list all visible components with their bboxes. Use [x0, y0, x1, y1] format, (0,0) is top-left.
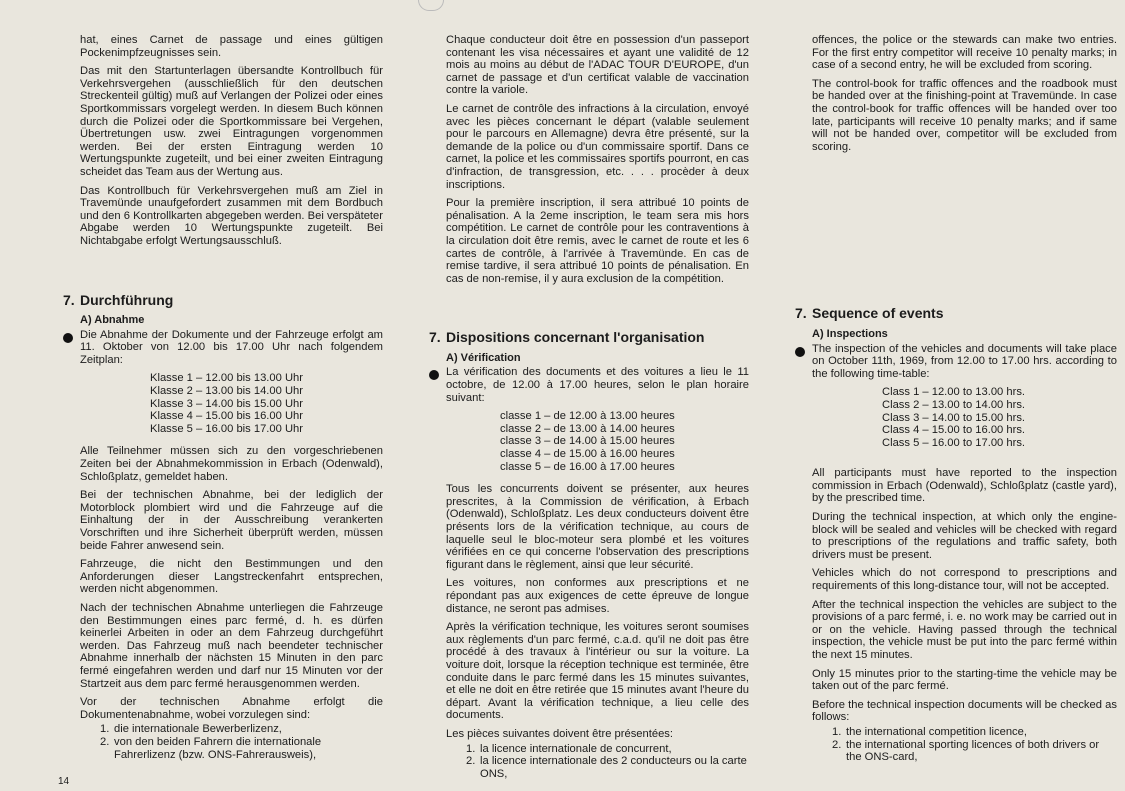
paragraph: Only 15 minutes prior to the starting-time the vehicle may be taken out of the parc fermé.	[812, 667, 1117, 693]
document-list	[100, 723, 383, 761]
paragraph: Les voitures, non conformes aux prescriptions et ne répondant pas aux exigences de cette épreuve de longue distance, ne seront pas admises.	[446, 577, 749, 615]
bullet-icon	[795, 347, 805, 357]
schedule	[150, 372, 383, 435]
paragraph: During the technical inspection, at which only the engine-block will be sealed and vehicles will be checked with regard to prescriptions of the regulations and traffic safety, both drivers must be present.	[812, 511, 1117, 561]
section-heading: 7. Durchführung	[63, 291, 174, 308]
binding-mark	[418, 0, 444, 11]
list-item: 2. la licence internationale des 2 conducteurs ou la carte ONS,	[466, 755, 747, 780]
column-english	[795, 34, 1117, 764]
paragraph: La vérification des documents et des voitures a lieu le 11 octobre, de 12.00 à 17.00 heures, selon le plan horaire suivant:	[446, 366, 749, 404]
bullet-icon	[429, 370, 439, 380]
list-item: 1. the international competition licence,	[832, 725, 1027, 738]
schedule-line: Class 1 – 12.00 to 13.00 hrs.	[882, 386, 1026, 399]
paragraph: Nach der technischen Abnahme unterliegen die Fahrzeuge den Bestimmungen eines parc fermé, d. h. es dürfen keinerlei Arbeiten in oder an dem Fahrzeug durchgeführt werden. Das Fahrzeug muß nach beendeter technischer Abnahme innerhalb der nächsten 15 Minuten in den parc fermé eingefahren werden und darf nur 15 Minuten vor der Startzeit aus dem parc fermé herausgenommen werden.	[80, 601, 383, 690]
paragraph: Das Kontrollbuch für Verkehrsvergehen muß am Ziel in Travemünde unaufgefordert zusammen mit dem Bordbuch und den 6 Kontrollkarten abgegeben werden. Bei verspäteter Abgabe werden 10 Wertungspunkte zugeteilt. Bei Nichtabgabe erfolgt Wertungsausschluß.	[80, 184, 383, 247]
paragraph: Vor der technischen Abnahme erfolgt die Dokumentenabnahme, wobei vorzulegen sind:	[80, 696, 383, 721]
column-german	[63, 34, 383, 761]
schedule-line: classe 3 – de 14.00 à 15.00 heures	[500, 435, 675, 448]
paragraph: All participants must have reported to the inspection commission in Erbach (Odenwald), Schloßplatz (castle yard), by the prescribed time.	[812, 467, 1117, 505]
subsection-heading: A) Abnahme	[80, 314, 145, 327]
section-heading: 7. Sequence of events	[795, 305, 944, 322]
subsection-heading: A) Vérification	[446, 351, 521, 364]
paragraph: The control-book for traffic offences and the roadbook must be handed over at the finishing-point at Travemünde. In case the control-book for traffic offences will be handed over too late, participants will receive 10 penalty marks; and if same will not be handed over, competitor will be excluded from scoring.	[812, 77, 1117, 153]
schedule-line: Class 2 – 13.00 to 14.00 hrs.	[882, 398, 1026, 411]
schedule-line: classe 1 – de 12.00 à 13.00 heures	[500, 410, 675, 423]
schedule-line: classe 2 – de 13.00 à 14.00 heures	[500, 422, 675, 435]
paragraph: Après la vérification technique, les voitures seront soumises aux règlements d'un parc fermé, c.a.d. qu'il ne doit pas être procédé à des travaux à l'intérieur ou sur la voiture. La voiture doit, lorsque la réception technique est terminée, être conduite dans le parc fermé dans les 15 minutes suivantes, et elle ne doit en être retirée que 15 minutes avant l'heure du départ. Avant la vérification technique, a lieu celle des documents.	[446, 621, 749, 722]
paragraph: offences, the police or the stewards can make two entries. For the first entry competitor will receive 10 penalty marks; in case of a second entry, he will be excluded from scoring.	[812, 34, 1117, 72]
schedule	[500, 410, 749, 473]
paragraph: Pour la première inscription, il sera attribué 10 points de pénalisation. A la 2eme inscription, le team sera mis hors compétition. Le carnet de contrôle pour les contraventions à la circulation doit être remis, avec le carnet de route et les 6 cartes de contrôle, à l'arrivée à Travemünde. En cas de remise tardive, il sera attribué 10 points de pénalisation. En cas de non-remise, il y aura exclusion de la compétition.	[446, 197, 749, 285]
schedule-line: Class 4 – 15.00 to 16.00 hrs.	[882, 424, 1026, 437]
paragraph: Tous les concurrents doivent se présenter, aux heures prescrites, à la Commission de vérification, à Erbach (Odenwald), Schloßplatz. Les deux conducteurs doivent être présents lors de la vérification technique, au cours de laquelle seul le bloc-moteur sera plombé et les voitures vérifiées en ce qui concerne l'observation des prescriptions figurant dans le règlement, ainsi que leur sécurité.	[446, 483, 749, 571]
section-heading: 7. Dispositions concernant l'organisation	[429, 329, 705, 346]
list-item: 1. die internationale Bewerberlizenz,	[100, 723, 282, 736]
bullet-icon	[63, 333, 73, 343]
paragraph: hat, eines Carnet de passage und eines gültigen Pockenimpfzeugnisses sein.	[80, 34, 383, 59]
paragraph: Alle Teilnehmer müssen sich zu den vorgeschriebenen Zeiten bei der Abnahmekommission in Erbach (Odenwald), Schloßplatz, gemeldet haben.	[80, 445, 383, 483]
paragraph: Vehicles which do not correspond to prescriptions and requirements of this long-distance tour, will not be accepted.	[812, 567, 1117, 593]
paragraph: Chaque conducteur doit être en possession d'un passeport contenant les visa nécessaires et ayant une validité de 12 mois au moins au début de l'ADAC TOUR D'EUROPE, d'un carnet de passage et d'un certificat valable de vaccination contre la variole.	[446, 34, 749, 97]
list-item: 2. von den beiden Fahrern die internationale Fahrerlizenz (bzw. ONS-Fahrerausweis),	[100, 735, 322, 761]
list-item: 1. la licence internationale de concurrent,	[466, 742, 672, 755]
schedule-line: Class 5 – 16.00 to 17.00 hrs.	[882, 436, 1026, 449]
paragraph: Les pièces suivantes doivent être présentées:	[446, 727, 673, 740]
paragraph: Die Abnahme der Dokumente und der Fahrzeuge erfolgt am 11. Oktober von 12.00 bis 17.00 Uhr nach folgendem Zeitplan:	[80, 328, 383, 366]
schedule-line: Klasse 3 – 14.00 bis 15.00 Uhr	[150, 397, 303, 410]
schedule-line: Klasse 1 – 12.00 bis 13.00 Uhr	[150, 372, 303, 385]
list-item: 2. the international sporting licences of both drivers or the ONS-card,	[832, 738, 1100, 764]
paragraph: Fahrzeuge, die nicht den Bestimmungen und den Anforderungen dieser Langstreckenfahrt entsprechen, werden nicht abgenommen.	[80, 558, 383, 596]
paragraph: Bei der technischen Abnahme, bei der lediglich der Motorblock plombiert wird und die Fahrzeuge auf die Einhaltung der in der Ausschreibung verankerten Vorschriften und ihre Sicherheit überprüft werden, müssen beide Fahrer anwesend sein.	[80, 489, 383, 552]
column-french	[429, 34, 749, 780]
schedule-line: Klasse 2 – 13.00 bis 14.00 Uhr	[150, 385, 303, 398]
schedule-line: Class 3 – 14.00 to 15.00 hrs.	[882, 411, 1026, 424]
paragraph: Le carnet de contrôle des infractions à la circulation, envoyé avec les pièces concernant le départ (valable seulement pour le parcours en Allemagne) devra être présenté, sur la demande de la police ou d'un commissaire sportif. Dans ce carnet, la police et les commissaires sportifs pourront, en cas d'infraction, de transgression, etc. . . . procèder à deux inscriptions.	[446, 102, 749, 191]
schedule	[882, 386, 1117, 449]
paragraph: Das mit den Startunterlagen übersandte Kontrollbuch für Verkehrsvergehen (ausschließlich für den deutschen Streckenteil gültig) muß auf Verlangen der Polizei oder eines Sportkommissars vorgelegt werden. In diesem Buch können durch die Polizei oder die Sportkommissare bei Vergehen, Übertretungen usw. zwei Eintragungen vorgenommen werden. Bei der ersten Eintragung werden 10 Wertungspunkte zugeteilt, und bei einer zweiten Eintragung scheidet das Team aus der Wertung aus.	[80, 65, 383, 178]
schedule-line: classe 4 – de 15.00 à 16.00 heures	[500, 448, 675, 461]
page-number: 14	[58, 776, 70, 787]
paragraph: After the technical inspection the vehicles are subject to the provisions of a parc fermé, i. e. no work may be carried out in or on the vehicle. Having passed through the technical inspection, the vehicle must be put into the parc fermé within the next 15 minutes.	[812, 598, 1117, 661]
schedule-line: Klasse 4 – 15.00 bis 16.00 Uhr	[150, 410, 303, 423]
subsection-heading: A) Inspections	[812, 327, 888, 340]
document-list	[832, 726, 1117, 764]
schedule-line: Klasse 5 – 16.00 bis 17.00 Uhr	[150, 422, 303, 435]
paragraph: The inspection of the vehicles and documents will take place on October 11th, 1969, from 12.00 to 17.00 hrs. according to the following time-table:	[812, 342, 1117, 380]
paragraph: Before the technical inspection documents will be checked as follows:	[812, 698, 1117, 724]
schedule-line: classe 5 – de 16.00 à 17.00 heures	[500, 460, 675, 473]
document-list	[466, 743, 749, 781]
